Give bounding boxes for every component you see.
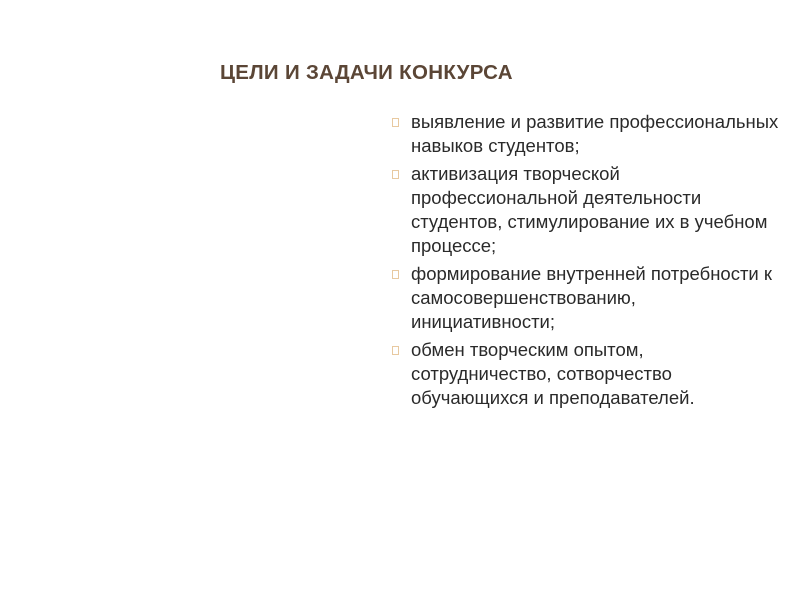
bullet-text: активизация творческой профессиональной деятельности студентов, стимулирование их в учебном процессе; bbox=[411, 163, 768, 256]
list-item bbox=[385, 262, 785, 334]
list-item bbox=[385, 162, 785, 258]
list-item bbox=[385, 110, 785, 158]
bullet-text: обмен творческим опытом, сотрудничество, сотворчество обучающихся и преподавателей. bbox=[411, 339, 695, 408]
square-bullet-icon bbox=[385, 162, 411, 186]
bullet-text: формирование внутренней потребности к самосовершенствованию, инициативности; bbox=[411, 263, 772, 332]
square-bullet-icon bbox=[385, 110, 411, 134]
list-item bbox=[385, 338, 785, 410]
square-bullet-icon bbox=[385, 338, 411, 362]
bullet-list bbox=[385, 110, 785, 414]
square-bullet-icon bbox=[385, 262, 411, 286]
bullet-text: выявление и развитие профессиональных навыков студентов; bbox=[411, 111, 779, 156]
slide-title: ЦЕЛИ И ЗАДАЧИ КОНКУРСА bbox=[220, 61, 513, 84]
